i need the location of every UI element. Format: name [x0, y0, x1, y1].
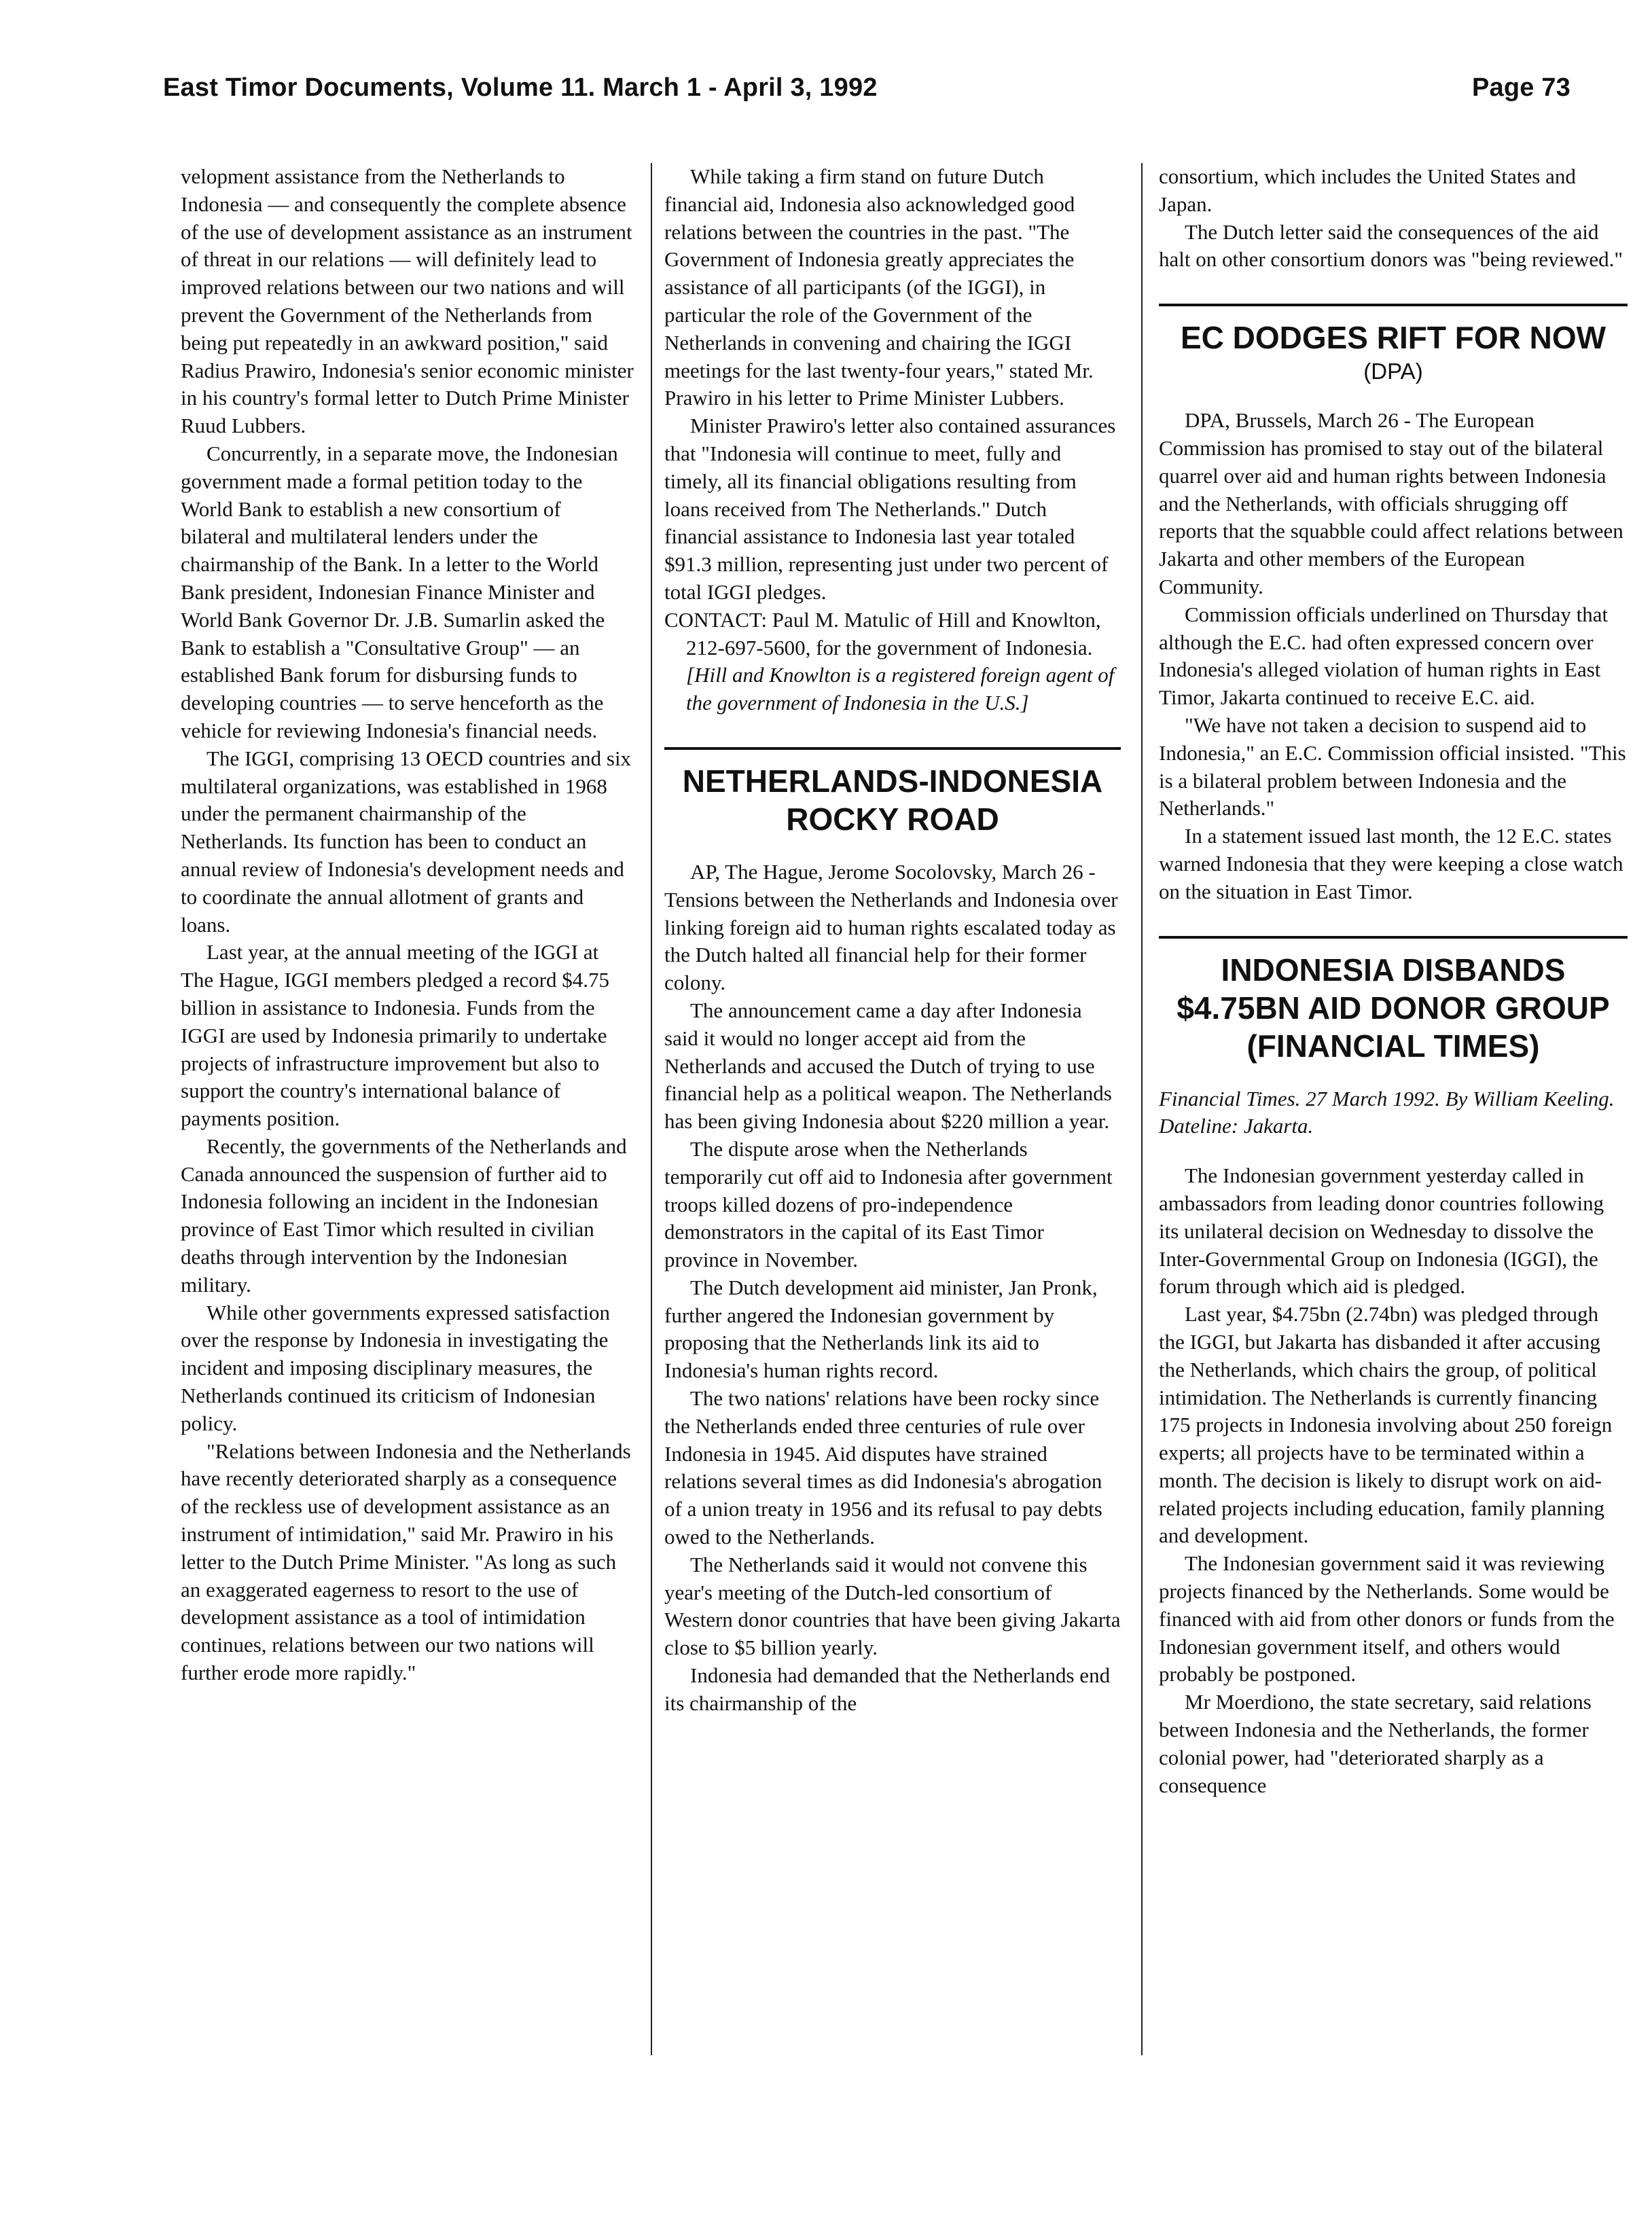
- paragraph: AP, The Hague, Jerome Socolovsky, March 26 - Tensions between the Netherlands and Indonesia over linking foreign aid to human rights escalated today as the Dutch halted all financial help for their former colony.: [664, 859, 1118, 995]
- paragraph: In a statement issued last month, the 12 E.C. states warned Indonesia that they were keeping a close watch on the situation in East Timor.: [1159, 824, 1623, 903]
- column-3: [1159, 163, 1628, 1799]
- paragraph: "Relations between Indonesia and the Netherlands have recently deteriorated sharply as a consequence of the reckless use of development assistance as an instrument of intimidation," said Mr. Prawiro in his letter to the Dutch Prime Minister. "As long as such an exaggerated eagerness to resort to the use of development assistance as a tool of intimidation continues, relations between our two nations will further erode more rapidly.": [181, 1439, 631, 1685]
- paragraph: "We have not taken a decision to suspend aid to Indonesia," an E.C. Commission official insisted. "This is a bilateral problem between Indonesia and the Netherlands.": [1159, 712, 1626, 820]
- paragraph: While other governments expressed satisfaction over the response by Indonesia in investigating the incident and imposing disciplinary measures, the Netherlands continued its criticism of Indonesian policy.: [181, 1300, 610, 1435]
- article-header: [1159, 304, 1628, 386]
- contact-text: CONTACT: Paul M. Matulic of Hill and Knowlton, 212-697-5600, for the government of Indonesia.: [664, 607, 1101, 660]
- column-divider: [651, 163, 652, 2055]
- column-1: [181, 163, 634, 1687]
- paragraph: Mr Moerdiono, the state secretary, said relations between Indonesia and the Netherlands, the former colonial power, had "deteriorated sharply as a consequence: [1159, 1690, 1592, 1797]
- paragraph: consortium, which includes the United States and Japan.: [1159, 164, 1576, 216]
- paragraph: The Dutch development aid minister, Jan Pronk, further angered the Indonesian government by proposing that the Netherlands link its aid to Indonesia's human rights record.: [664, 1275, 1098, 1383]
- article-headline: INDONESIA DISBANDS $4.75BN AID DONOR GROUP (FINANCIAL TIMES): [1177, 952, 1610, 1064]
- contact-note: [664, 607, 1121, 717]
- contact-disclaimer: [Hill and Knowlton is a registered foreign agent of the government of Indonesia in the U.S.]: [686, 663, 1115, 715]
- paragraph: Concurrently, in a separate move, the Indonesian government made a formal petition today to the World Bank to establish a new consortium of bilateral and multilateral lenders under the chairmanship of the Bank. In a letter to the World Bank president, Indonesian Finance Minister and World Bank Governor Dr. J.B. Sumarlin asked the Bank to establish a "Consultative Group" — an established Bank forum for disbursing funds to developing countries — to serve henceforth as the vehicle for reviewing Indonesia's financial needs.: [181, 441, 618, 742]
- paragraph: Minister Prawiro's letter also contained assurances that "Indonesia will continue to meet, fully and timely, all its financial obligations resulting from loans received from The Netherlands." Dutch financial assistance to Indonesia last year totaled $91.3 million, representing just under two percent of total IGGI pledges.: [664, 414, 1116, 604]
- paragraph: The Netherlands said it would not convene this year's meeting of the Dutch-led consortium of Western donor countries that have been giving Jakarta close to $5 billion yearly.: [664, 1552, 1121, 1660]
- article-header: [1159, 936, 1628, 1065]
- article-header: [664, 747, 1121, 838]
- paragraph: The Indonesian government said it was reviewing projects financed by the Netherlands. Some would be financed with aid from other donors or funds from the Indonesian government itself, and others would probably be postponed.: [1159, 1551, 1615, 1686]
- paragraph: The Indonesian government yesterday called in ambassadors from leading donor countries following its unilateral decision on Wednesday to dissolve the Inter-Governmental Group on Indonesia (IGGI), the forum through which aid is pledged.: [1159, 1163, 1604, 1299]
- paragraph: Indonesia had demanded that the Netherlands end its chairmanship of the: [664, 1663, 1111, 1715]
- article-headline: EC DODGES RIFT FOR NOW: [1180, 320, 1606, 356]
- paragraph: Recently, the governments of the Netherlands and Canada announced the suspension of further aid to Indonesia following an incident in the Indonesian province of East Timor which resulted in civilian deaths through intervention by the Indonesian military.: [181, 1134, 627, 1297]
- paragraph: Last year, at the annual meeting of the IGGI at The Hague, IGGI members pledged a record $4.75 billion in assistance to Indonesia. Funds from the IGGI are used by Indonesia primarily to undertake projects of infrastructure improvement but also to support the country's international balance of payments position.: [181, 940, 609, 1131]
- paragraph: While taking a firm stand on future Dutch financial aid, Indonesia also acknowledged good relations between the countries in the past. "The Government of Indonesia greatly appreciates the assistance of all participants (of the IGGI), in particular the role of the Government of the Netherlands in convening and chairing the IGGI meetings for the last twenty-four years," stated Mr. Prawiro in his letter to Prime Minister Lubbers.: [664, 164, 1094, 410]
- paragraph: DPA, Brussels, March 26 - The European Commission has promised to stay out of the bilateral quarrel over aid and human rights between Indonesia and the Netherlands, with officials shrugging off reports that the squabble could affect relations between Jakarta and other members of the European Community.: [1159, 408, 1623, 598]
- article-headline: NETHERLANDS-INDONESIA ROCKY ROAD: [682, 763, 1103, 837]
- running-header-title: East Timor Documents, Volume 11. March 1 - April 3, 1992: [163, 73, 878, 102]
- paragraph: The two nations' relations have been rocky since the Netherlands ended three centuries of rule over Indonesia in 1945. Aid disputes have strained relations several times as did Indonesia's abrogation of a union treaty in 1956 and its refusal to pay debts owed to the Netherlands.: [664, 1386, 1102, 1549]
- paragraph: Last year, $4.75bn (2.74bn) was pledged through the IGGI, but Jakarta has disbanded it after accusing the Netherlands, which chairs the group, of political intimidation. The Netherlands is currently financing 175 projects in Indonesia involving about 250 foreign experts; all projects have to be terminated within a month. The decision is likely to disrupt work on aid-related projects including education, family planning and development.: [1159, 1302, 1613, 1548]
- paragraph: The dispute arose when the Netherlands temporarily cut off aid to Indonesia after government troops killed dozens of pro-independence demonstrators in the capital of its East Timor province in November.: [664, 1136, 1113, 1272]
- paragraph: The announcement came a day after Indonesia said it would no longer accept aid from the Netherlands and accused the Dutch of trying to use financial help as a political weapon. The Netherlands has been giving Indonesia about $220 million a year.: [664, 998, 1112, 1134]
- paragraph: The Dutch letter said the consequences of the aid halt on other consortium donors was "being reviewed.": [1159, 219, 1623, 272]
- column-2: [664, 163, 1121, 1718]
- article-byline: Financial Times. 27 March 1992. By William Keeling. Dateline: Jakarta.: [1159, 1086, 1615, 1138]
- paragraph: The IGGI, comprising 13 OECD countries and six multilateral organizations, was established in 1968 under the permanent chairmanship of the Netherlands. Its function has been to conduct an annual review of Indonesia's development needs and to coordinate the annual allotment of grants and loans.: [181, 746, 632, 937]
- article-source: (DPA): [1363, 359, 1423, 384]
- page-number: Page 73: [1471, 73, 1570, 102]
- paragraph: velopment assistance from the Netherlands to Indonesia — and consequently the complete absence of the use of development assistance as an instrument of threat in our relations — will definitely lead to improved relations between our two nations and will prevent the Government of the Netherlands from being put repeatedly in an awkward position," said Radius Prawiro, Indonesia's senior economic minister in his country's formal letter to Dutch Prime Minister Ruud Lubbers.: [181, 164, 634, 438]
- column-divider: [1141, 163, 1143, 2055]
- paragraph: Commission officials underlined on Thursday that although the E.C. had often expressed concern over Indonesia's alleged violation of human rights in East Timor, Jakarta continued to receive E.C. aid.: [1159, 602, 1609, 710]
